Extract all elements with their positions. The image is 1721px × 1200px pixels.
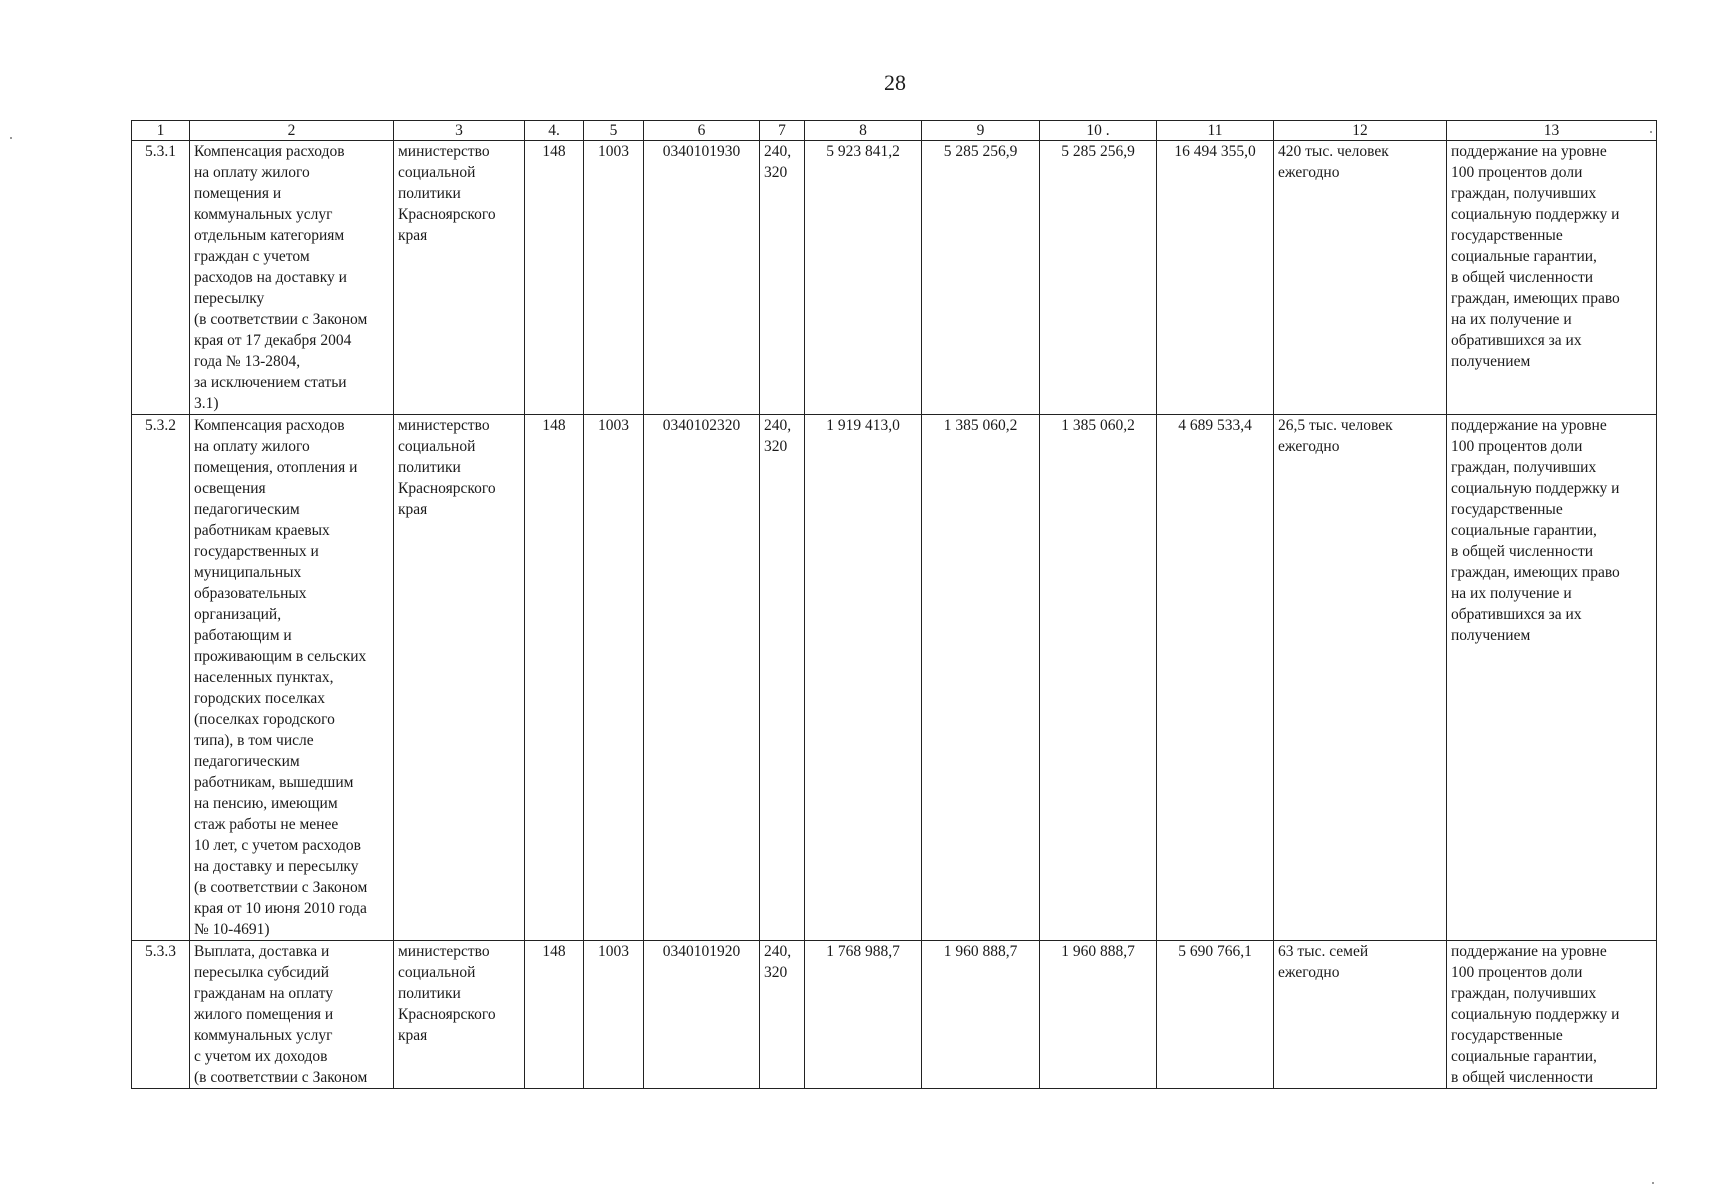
measure-name-text: Компенсация расходов на оплату жилого помещения, отопления и освещения педагогическим работникам краевых государственных и муниципальных образовательных организаций, работающим и проживающим в сельских населенных пунктах, городских поселках (поселках городского типа), в том числе педагогическим работникам, вышедшим на пенсию, имеющим стаж работы не менее 10 лет, с учетом расходов на доставку и пересылку (в соответствии с Законом края от 10 июня 2010 года № 10-4691) [194,417,368,938]
expected-result [1274,141,1447,415]
column-header: 13 [1447,121,1657,141]
column-header: 9 [922,121,1040,141]
item-number: 5.3.3 [132,941,190,1089]
expense-type-text: 240, 320 [764,143,792,181]
table-row [132,141,1657,415]
item-number: 5.3.2 [132,415,190,941]
indicator [1447,941,1657,1089]
table-row [132,941,1657,1089]
amount-col-8: 1 919 413,0 [805,415,922,941]
expected-result-text: 26,5 тыс. человек ежегодно [1278,417,1393,455]
table-row [132,415,1657,941]
expected-result [1274,415,1447,941]
measure-name-text: Выплата, доставка и пересылка субсидий гражданам на оплату жилого помещения и коммунальных услуг с учетом их доходов (в соответствии с Законом [194,943,368,1086]
page-number: 28 [884,70,906,95]
budget-table [131,120,1657,1089]
target-code: 0340101930 [644,141,760,415]
expected-result [1274,941,1447,1089]
indicator-text: поддержание на уровне 100 процентов доли граждан, получивших социальную поддержку и государственные социальные гарантии, в общей численности [1451,943,1620,1086]
amount-total: 4 689 533,4 [1157,415,1274,941]
amount-col-10: 5 285 256,9 [1040,141,1157,415]
expected-result-text: 63 тыс. семей ежегодно [1278,943,1369,981]
item-number: 5.3.1 [132,141,190,415]
amount-col-9: 1 960 888,7 [922,941,1040,1089]
indicator-text: поддержание на уровне 100 процентов доли граждан, получивших социальную поддержку и государственные социальные гарантии, в общей численности граждан, имеющих право на их получение и обратившихся за их получением [1451,417,1620,644]
column-header: 6 [644,121,760,141]
expense-type-text: 240, 320 [764,417,792,455]
administrator-text: министерство социальной политики Красноярского края [398,143,496,244]
administrator-text: министерство социальной политики Красноярского края [398,417,496,518]
column-header: 5 [584,121,644,141]
expected-result-text: 420 тыс. человек ежегодно [1278,143,1389,181]
indicator-text: поддержание на уровне 100 процентов доли граждан, получивших социальную поддержку и государственные социальные гарантии, в общей численности граждан, имеющих право на их получение и обратившихся за их получением [1451,143,1620,370]
scan-speck [1652,1182,1654,1184]
indicator [1447,141,1657,415]
measure-name [190,141,394,415]
administrator-text: министерство социальной политики Красноярского края [398,943,496,1044]
column-header: 4. [525,121,584,141]
column-header: 1 [132,121,190,141]
column-header: 7 [760,121,805,141]
administrator [394,415,525,941]
grbs-code: 148 [525,941,584,1089]
target-code: 0340101920 [644,941,760,1089]
column-header: 11 [1157,121,1274,141]
amount-col-10: 1 385 060,2 [1040,415,1157,941]
header-row [132,121,1657,141]
expense-type-text: 240, 320 [764,943,792,981]
scan-speck [10,137,12,139]
grbs-code: 148 [525,415,584,941]
indicator [1447,415,1657,941]
column-header: 3 [394,121,525,141]
target-code: 0340102320 [644,415,760,941]
column-header: 10 . [1040,121,1157,141]
amount-col-9: 5 285 256,9 [922,141,1040,415]
amount-total: 5 690 766,1 [1157,941,1274,1089]
column-header: 8 [805,121,922,141]
administrator [394,941,525,1089]
administrator [394,141,525,415]
measure-name [190,415,394,941]
measure-name [190,941,394,1089]
section-code: 1003 [584,141,644,415]
section-code: 1003 [584,415,644,941]
amount-col-8: 5 923 841,2 [805,141,922,415]
measure-name-text: Компенсация расходов на оплату жилого помещения и коммунальных услуг отдельным категориям граждан с учетом расходов на доставку и пересылку (в соответствии с Законом края от 17 декабря 2004 года № 13-2804, за исключением статьи 3.1) [194,143,368,412]
expense-type [760,141,805,415]
expense-type [760,941,805,1089]
expense-type [760,415,805,941]
amount-col-8: 1 768 988,7 [805,941,922,1089]
amount-col-9: 1 385 060,2 [922,415,1040,941]
grbs-code: 148 [525,141,584,415]
column-header: 12 [1274,121,1447,141]
section-code: 1003 [584,941,644,1089]
amount-col-10: 1 960 888,7 [1040,941,1157,1089]
amount-total: 16 494 355,0 [1157,141,1274,415]
column-header: 2 [190,121,394,141]
